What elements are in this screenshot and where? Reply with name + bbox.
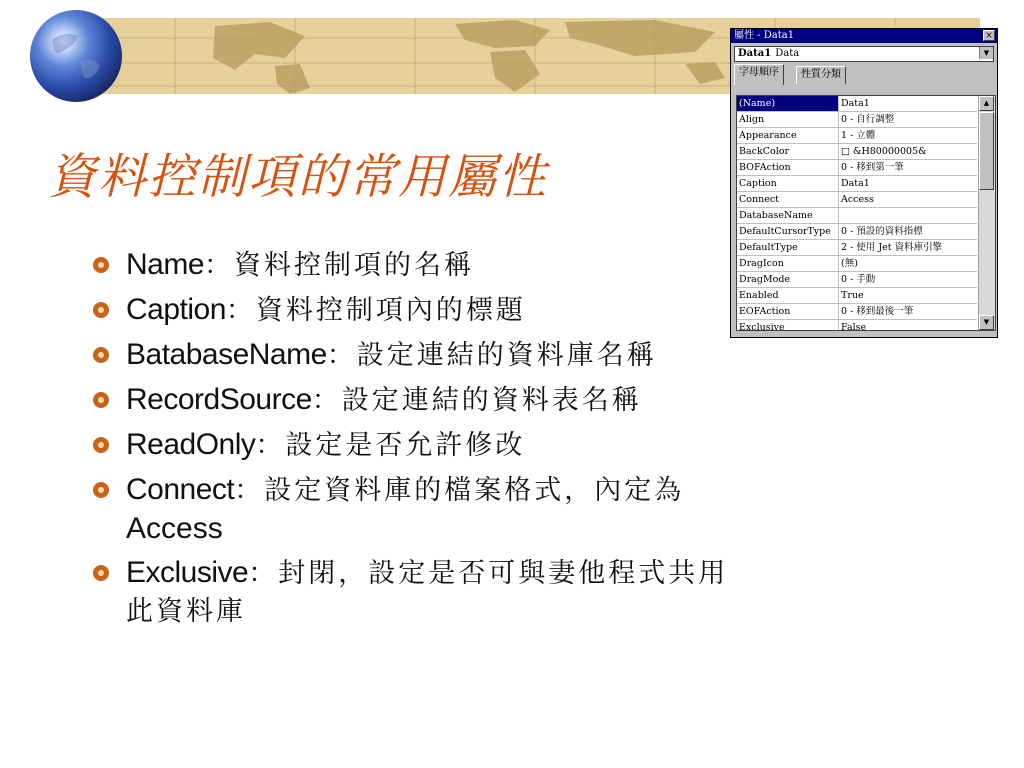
list-item xyxy=(92,554,912,631)
property-name: ReadOnly xyxy=(126,428,256,461)
property-name: Name xyxy=(126,248,205,281)
scroll-thumb[interactable] xyxy=(979,112,994,190)
table-row[interactable] xyxy=(737,144,977,160)
table-row[interactable] xyxy=(737,208,977,224)
property-value[interactable]: 0 - 預設的資料指標 xyxy=(839,224,978,240)
table-row[interactable] xyxy=(737,128,977,144)
property-description-continued: 此資料庫 xyxy=(126,596,246,627)
list-item xyxy=(92,426,912,465)
table-row[interactable] xyxy=(737,96,977,112)
property-value[interactable]: 0 - 自行調整 xyxy=(839,112,978,128)
globe-continents xyxy=(30,10,122,102)
gear-bullet-icon xyxy=(92,436,110,454)
gear-bullet-icon xyxy=(92,301,110,319)
properties-window-title: 屬性 - Data1 xyxy=(734,30,795,41)
chevron-down-icon[interactable]: ▼ xyxy=(979,47,993,59)
gear-bullet-icon xyxy=(92,256,110,274)
properties-window xyxy=(730,28,998,338)
property-description: ：設定連結的資料庫名稱 xyxy=(326,340,657,371)
property-value[interactable]: 1 - 立體 xyxy=(839,128,978,144)
property-key: BOFAction xyxy=(737,160,839,176)
property-key: Connect xyxy=(737,192,839,208)
property-key: DefaultCursorType xyxy=(737,224,839,240)
list-item xyxy=(92,381,912,420)
property-description: ：資料控制項的名稱 xyxy=(204,250,475,281)
property-description-continued: Access xyxy=(126,512,223,545)
slide-title: 資料控制項的常用屬性 xyxy=(48,149,549,205)
object-selector-dropdown[interactable] xyxy=(734,46,994,62)
property-key: DefaultType xyxy=(737,240,839,256)
gear-bullet-icon xyxy=(92,346,110,364)
property-description: ：資料控制項內的標題 xyxy=(225,295,526,326)
object-name: Data1 xyxy=(738,48,772,59)
table-row[interactable] xyxy=(737,288,977,304)
property-value[interactable]: (無) xyxy=(839,256,978,272)
property-key: EOFAction xyxy=(737,304,839,320)
list-item xyxy=(92,471,912,548)
property-name: RecordSource xyxy=(126,383,312,416)
table-row[interactable] xyxy=(737,224,977,240)
property-name: Exclusive xyxy=(126,556,249,589)
property-name: Caption xyxy=(126,293,226,326)
table-row[interactable] xyxy=(737,112,977,128)
property-value[interactable]: True xyxy=(839,288,978,304)
gear-bullet-icon xyxy=(92,564,110,582)
list-item xyxy=(92,336,912,375)
close-button[interactable]: × xyxy=(983,30,995,41)
scroll-up-button[interactable]: ▲ xyxy=(979,96,994,111)
property-key: DatabaseName xyxy=(737,208,839,224)
gear-bullet-icon xyxy=(92,481,110,499)
object-type: Data xyxy=(775,48,800,59)
vertical-scrollbar[interactable] xyxy=(978,96,995,330)
property-description: ：設定是否允許修改 xyxy=(255,430,526,461)
property-description: ：設定資料庫的檔案格式，內定為 xyxy=(234,475,685,506)
property-key: (Name) xyxy=(737,96,839,112)
property-value[interactable]: False xyxy=(839,320,978,332)
property-value[interactable]: Access xyxy=(839,192,978,208)
table-row[interactable] xyxy=(737,192,977,208)
table-row[interactable] xyxy=(737,320,977,332)
properties-table xyxy=(737,96,977,331)
property-description: ：封閉，設定是否可與妻他程式共用 xyxy=(248,558,729,589)
property-value[interactable]: 2 - 使用 Jet 資料庫引擎 xyxy=(839,240,978,256)
property-key: BackColor xyxy=(737,144,839,160)
property-description: ：設定連結的資料表名稱 xyxy=(311,385,642,416)
tab-alphabetic[interactable]: 字母順序 xyxy=(734,64,784,85)
table-row[interactable] xyxy=(737,240,977,256)
gear-bullet-icon xyxy=(92,391,110,409)
table-row[interactable] xyxy=(737,304,977,320)
property-key: Caption xyxy=(737,176,839,192)
property-value[interactable]: 0 - 手動 xyxy=(839,272,978,288)
properties-tabs xyxy=(734,66,994,84)
table-row[interactable] xyxy=(737,272,977,288)
property-name: Connect xyxy=(126,473,235,506)
scroll-down-button[interactable]: ▼ xyxy=(979,315,994,330)
table-row[interactable] xyxy=(737,256,977,272)
property-key: DragIcon xyxy=(737,256,839,272)
table-row[interactable] xyxy=(737,160,977,176)
property-key: DragMode xyxy=(737,272,839,288)
property-value[interactable] xyxy=(839,208,978,224)
property-name: BatabaseName xyxy=(126,338,327,371)
property-value[interactable]: 0 - 移到第一筆 xyxy=(839,160,978,176)
property-key: Enabled xyxy=(737,288,839,304)
properties-window-titlebar[interactable] xyxy=(731,29,997,43)
tab-categorized[interactable]: 性質分類 xyxy=(796,66,846,84)
table-row[interactable] xyxy=(737,176,977,192)
property-key: Appearance xyxy=(737,128,839,144)
property-value[interactable]: Data1 xyxy=(839,96,978,112)
properties-grid xyxy=(736,95,996,331)
property-value[interactable]: □ &H80000005& xyxy=(839,144,978,160)
property-value[interactable]: 0 - 移到最後一筆 xyxy=(839,304,978,320)
property-key: Align xyxy=(737,112,839,128)
property-value[interactable]: Data1 xyxy=(839,176,978,192)
globe-logo xyxy=(30,10,122,102)
property-key: Exclusive xyxy=(737,320,839,332)
